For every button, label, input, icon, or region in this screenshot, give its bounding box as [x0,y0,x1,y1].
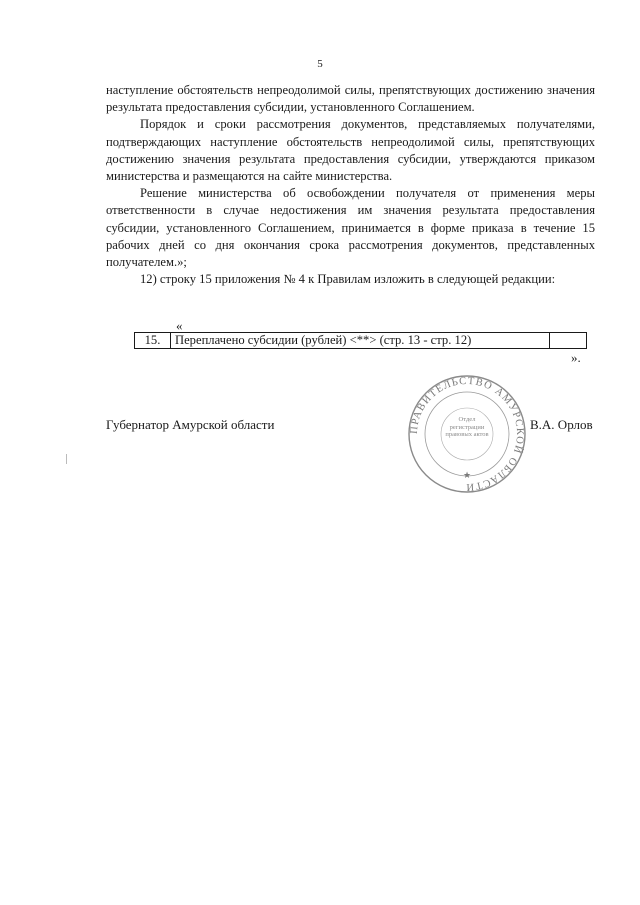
signatory-name: В.А. Орлов [530,417,593,432]
closing-quote: ». [571,350,581,365]
seal-inner-text: Отдел регистрации правовых актов [445,416,489,438]
row-description-cell: Переплачено субсидии (рублей) <**> (стр. 13 - стр. 12) [171,333,550,349]
seal-star-icon: ★ [462,470,472,480]
paragraph: Порядок и сроки рассмотрения документов, представляемых получателями, подтверждающих наступление обстоятельств непреодолимой силы, препятствующих достижению значения результата предоставления субсидии, утверждаются приказом министерства и размещаются на сайте министерства. [106,117,595,184]
official-seal [407,374,527,494]
signatory-title: Губернатор Амурской области [106,417,275,432]
document-body [106,82,595,288]
amended-row-table [134,332,587,349]
paragraph: 12) строку 15 приложения № 4 к Правилам изложить в следующей редакции: [140,272,556,287]
scan-mark [66,454,67,464]
paragraph: наступление обстоятельств непреодолимой силы, препятствующих достижению значения результата предоставления субсидии, установленного Соглашением. [106,83,595,115]
page-number: 5 [317,58,323,70]
seal-outer-text: ПРАВИТЕЛЬСТВО АМУРСКОЙ ОБЛАСТИ [408,375,526,493]
opening-quote: « [176,318,183,333]
table-row [135,333,587,349]
row-value-cell [550,333,587,349]
paragraph: Решение министерства об освобождении получателя от применения меры ответственности в случае недостижения им значения результата предоставления субсидии, установленного Соглашением, принимается в форме приказа в течение 15 рабочих дней со дня окончания срока рассмотрения документов, представленных получателем.»; [106,186,595,270]
row-number-cell: 15. [135,333,171,349]
